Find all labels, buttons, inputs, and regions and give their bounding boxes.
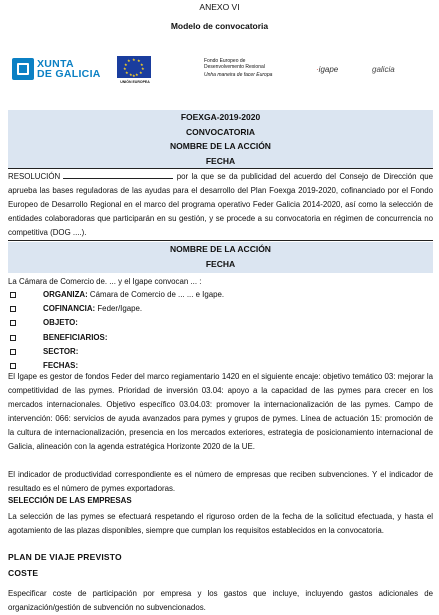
divider xyxy=(8,240,433,241)
checkbox-bullet-icon xyxy=(10,306,16,312)
action-name-2: NOMBRE DE LA ACCIÓN xyxy=(170,244,271,254)
details-list xyxy=(8,289,433,374)
eu-caption: UNIÓN EUROPEA xyxy=(120,80,150,84)
indicators-paragraph: El indicador de productividad correspondiente es el número de empresas que reciben subvenciones. Y el indicador de resultado es el número de pymes exportadoras. xyxy=(8,470,433,493)
eu-logo xyxy=(117,56,153,84)
intro-line: La Cámara de Comercio de. ... y el Igape convocan ... : xyxy=(8,277,202,286)
igape-logo: ·igape xyxy=(316,65,339,74)
program-code: FOEXGA-2019-2020 xyxy=(180,112,261,122)
feder-motto: Unha maneira de facer Europa xyxy=(204,72,273,78)
feder-line2: Desenvolvemento Rexional xyxy=(204,64,265,70)
resolution-paragraph xyxy=(8,170,433,240)
checkbox-bullet-icon xyxy=(10,363,16,369)
checkbox-bullet-icon xyxy=(10,335,16,341)
list-item: SECTOR: xyxy=(8,346,433,360)
action-header-band xyxy=(8,242,433,273)
resolution-lead: RESOLUCIÓN xyxy=(8,172,61,181)
resolution-body: por la que se da publicidad del acuerdo del Consejo de Dirección que aprueba las bases reguladoras de las ayudas para el desarrollo del Plan Foexga 2019-2020, cofinanciado por el Fondo Europeo de Desarrollo Regional en el marco del programa operativo Feder Galicia 2014-2020, así como la selección de entidades colaboradoras que participarán en su gestión, y se procede a su convocatoria en régimen de concurrencia no competitiva (DOG ....). xyxy=(8,172,433,237)
selection-heading: SELECCIÓN DE LAS EMPRESAS xyxy=(8,496,132,505)
plan-heading: PLAN DE VIAJE PREVISTO xyxy=(8,552,122,562)
model-title: Modelo de convocatoria xyxy=(170,21,269,31)
eu-flag-icon: ★ ★ ★ ★ ★ ★ ★ ★ ★ ★ ★ ★ xyxy=(117,56,151,78)
xunta-logo-line2: DE GALICIA xyxy=(37,68,101,80)
call-header-band xyxy=(8,110,433,168)
action-date: FECHA xyxy=(205,155,236,166)
action-name: NOMBRE DE LA ACCIÓN xyxy=(170,141,271,151)
cost-heading: COSTE xyxy=(8,568,39,578)
list-item: ORGANIZA: Cámara de Comercio de ... ... e Igape. xyxy=(8,289,433,303)
xunta-logo-line1: XUNTA xyxy=(37,58,74,70)
xunta-emblem-icon xyxy=(12,58,34,80)
annex-title: ANEXO VI xyxy=(199,2,240,12)
list-item: OBJETO: xyxy=(8,317,433,331)
divider xyxy=(8,168,433,169)
feder-line1: Fondo Europeo de xyxy=(204,58,246,64)
resolution-blank xyxy=(63,170,173,179)
checkbox-bullet-icon xyxy=(10,320,16,326)
list-item: BENEFICIARIOS: xyxy=(8,332,433,346)
selection-paragraph: La selección de las pymes se efectuará respetando el riguroso orden de la fecha de la solicitud efectuada, y hasta el agotamiento de las plazas disponibles, siempre que cumplan los requisitos establecidos en la convocatoria. xyxy=(8,512,433,535)
list-item: FECHAS: xyxy=(8,360,433,374)
call-label: CONVOCATORIA xyxy=(185,126,256,137)
feder-logo xyxy=(204,58,272,78)
action-date-2: FECHA xyxy=(205,259,236,269)
checkbox-bullet-icon xyxy=(10,349,16,355)
galicia-logo: galicia xyxy=(372,65,395,74)
checkbox-bullet-icon xyxy=(10,292,16,298)
feder-framework-paragraph: El Igape es gestor de fondos Feder del marco regiamentario 1420 en el siguiente encaje: objetivo temático 03: mejorar la competitividad de las pymes. Prioridad de inversión 03.04: apoyo a la capacidad de las pymes para crecer en los mercados internacionales. Objetivo específico 03.04.03: promover la internacionalización de las pymes. Campo de intervención: 066: servicios de ayuda avanzados para pymes y grupos de pymes. Línea de actuación 15: promoción de la cultura de internacionalización, presencia en los mercados exteriores, estrategia de posicionamiento internacional de Galicia, alineación con la agenda estratégica Horizonte 2020 de la UE. xyxy=(8,372,433,451)
logo-strip xyxy=(0,54,439,88)
cost-paragraph: Especificar coste de participación por empresa y los gastos que incluye, incluyendo gastos adicionales de organización/gestión de subvención no subvencionados. xyxy=(8,589,433,612)
list-item: COFINANCIA: Feder/Igape. xyxy=(8,303,433,317)
